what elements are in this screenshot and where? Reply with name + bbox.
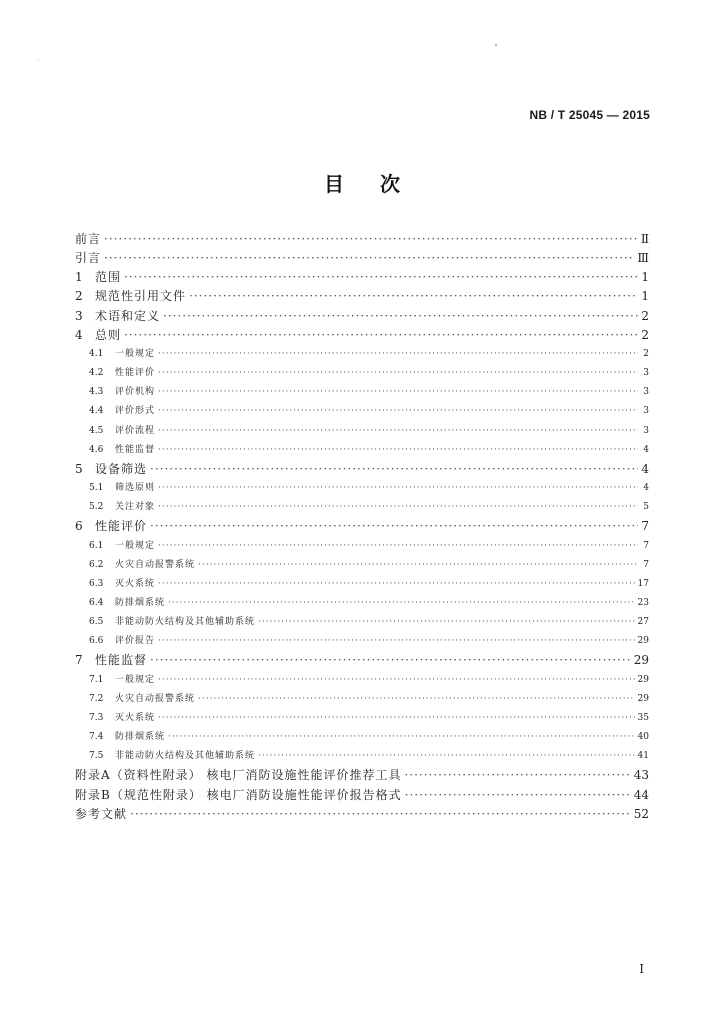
toc-entry-title: 范围	[95, 270, 122, 285]
toc-entry-number: 4.1	[89, 348, 104, 359]
toc-dot-leader	[168, 728, 635, 747]
toc-entry[interactable]	[75, 268, 649, 287]
toc-entry-page: Ⅱ	[640, 232, 649, 246]
toc-entry-title: 评价机构	[115, 387, 156, 398]
toc-entry[interactable]	[75, 632, 649, 651]
toc-entry[interactable]	[75, 479, 649, 498]
toc-dot-leader	[130, 805, 631, 824]
toc-entry-number: 4.6	[89, 444, 104, 455]
toc-entry-page: 3	[643, 406, 649, 417]
toc-entry-number: 1	[75, 270, 83, 285]
toc-entry[interactable]	[75, 441, 649, 460]
toc-entry[interactable]	[75, 537, 649, 556]
toc-entry[interactable]	[75, 517, 649, 536]
toc-dot-leader	[258, 747, 635, 766]
toc-dot-leader	[158, 364, 638, 383]
toc-entry[interactable]	[75, 594, 649, 613]
toc-entry[interactable]	[75, 287, 649, 306]
toc-entry-number: 7.2	[89, 693, 104, 704]
toc-entry-title: 非能动防火结构及其他辅助系统	[115, 751, 256, 762]
toc-entry-page: 1	[641, 289, 649, 304]
toc-entry[interactable]	[75, 786, 649, 805]
toc-entry-page: 17	[637, 578, 649, 589]
toc-entry-page: Ⅲ	[637, 251, 649, 266]
toc-entry-page: 29	[637, 693, 649, 704]
toc-entry-number: 6.3	[89, 578, 104, 589]
toc-entry-title: 性能监督	[95, 653, 148, 668]
toc-dot-leader	[198, 556, 638, 575]
toc-dot-leader	[150, 460, 638, 479]
toc-entry-title: 火灾自动报警系统	[115, 559, 196, 570]
toc-entry-page: 2	[641, 327, 649, 342]
toc-dot-leader	[158, 383, 638, 402]
toc-entry[interactable]	[75, 747, 649, 766]
page-number: I	[639, 962, 644, 976]
toc-entry-title: 筛选原则	[115, 483, 156, 494]
toc-dot-leader	[405, 786, 631, 805]
toc-entry[interactable]	[75, 690, 649, 709]
toc-entry-number: 6	[75, 519, 83, 534]
toc-entry-number: 4.5	[89, 425, 104, 436]
toc-entry-page: 43	[633, 768, 649, 783]
toc-entry-number: 5.1	[89, 483, 104, 494]
toc-entry-page: 35	[637, 712, 649, 723]
toc-dot-leader	[158, 709, 635, 728]
toc-entry-title: 总则	[95, 327, 122, 342]
toc-dot-leader	[124, 326, 638, 345]
toc-entry[interactable]	[75, 402, 649, 421]
toc-entry[interactable]	[75, 613, 649, 632]
toc-entry-page: 4	[641, 461, 649, 476]
toc-entry-title: 附录A（资料性附录） 核电厂消防设施性能评价推荐工具	[75, 768, 402, 783]
toc-dot-leader	[198, 690, 635, 709]
toc-entry-number: 7	[75, 653, 83, 668]
toc-entry[interactable]	[75, 556, 649, 575]
toc-entry-page: 29	[637, 636, 649, 647]
toc-entry-number: 4.3	[89, 387, 104, 398]
toc-dot-leader	[158, 632, 635, 651]
toc-entry-page: 3	[643, 387, 649, 398]
toc-entry[interactable]	[75, 575, 649, 594]
toc-entry-page: 41	[637, 751, 649, 762]
toc-entry[interactable]	[75, 498, 649, 517]
standard-code: NB / T 25045 — 2015	[529, 108, 650, 122]
toc-entry-title: 评价形式	[115, 406, 156, 417]
toc-entry[interactable]	[75, 383, 649, 402]
toc-entry-title: 灭火系统	[115, 712, 156, 723]
toc-entry-page: 27	[637, 617, 649, 628]
scan-speck	[38, 60, 39, 61]
toc-entry-number: 4.4	[89, 406, 104, 417]
toc-entry-page: 2	[643, 348, 649, 359]
toc-entry-page: 2	[641, 308, 649, 323]
toc-entry-title: 评价报告	[115, 636, 156, 647]
toc-entry-page: 4	[643, 444, 649, 455]
toc-entry-page: 7	[643, 540, 649, 551]
toc-entry-number: 6.2	[89, 559, 104, 570]
toc-entry-number: 6.5	[89, 617, 104, 628]
toc-entry-number: 6.4	[89, 597, 104, 608]
toc-entry[interactable]	[75, 345, 649, 364]
toc-entry-number: 4	[75, 327, 83, 342]
toc-entry-number: 2	[75, 289, 83, 304]
toc-entry-title: 一般规定	[115, 674, 156, 685]
toc-entry-title: 灭火系统	[115, 578, 156, 589]
toc-entry-page: 7	[641, 519, 649, 534]
scan-speck	[495, 44, 497, 46]
toc-entry-page: 29	[633, 653, 649, 668]
toc-entry[interactable]	[75, 249, 649, 268]
toc-entry-title: 引言	[75, 251, 102, 266]
toc-entry[interactable]	[75, 728, 649, 747]
toc-entry-title: 设备筛选	[95, 461, 148, 476]
toc-dot-leader	[404, 766, 630, 785]
toc-entry[interactable]	[75, 460, 649, 479]
toc-entry-page: 52	[633, 806, 649, 821]
toc-entry-title: 规范性引用文件	[95, 289, 187, 304]
toc-entry[interactable]	[75, 805, 649, 824]
toc-dot-leader	[158, 345, 638, 364]
toc-entry-title: 一般规定	[115, 540, 156, 551]
table-of-contents	[75, 230, 649, 824]
toc-entry[interactable]	[75, 766, 649, 785]
toc-entry-title: 非能动防火结构及其他辅助系统	[115, 617, 256, 628]
toc-entry-title: 附录B（规范性附录） 核电厂消防设施性能评价报告格式	[75, 787, 402, 802]
toc-entry[interactable]	[75, 651, 649, 670]
toc-entry[interactable]	[75, 307, 649, 326]
toc-dot-leader	[158, 537, 638, 556]
toc-entry[interactable]	[75, 709, 649, 728]
toc-dot-leader	[158, 498, 638, 517]
toc-dot-leader	[150, 651, 631, 670]
page-title: 目次	[324, 172, 436, 196]
toc-entry-page: 29	[637, 674, 649, 685]
toc-dot-leader	[158, 422, 638, 441]
toc-entry-page: 1	[641, 270, 649, 285]
toc-entry[interactable]	[75, 671, 649, 690]
toc-entry-title: 防排烟系统	[115, 732, 166, 743]
toc-entry-page: 23	[637, 597, 649, 608]
toc-entry-page: 3	[643, 368, 649, 379]
toc-entry-page: 44	[633, 787, 649, 802]
toc-entry[interactable]	[75, 230, 649, 249]
toc-entry-page: 40	[637, 732, 649, 743]
toc-dot-leader	[104, 230, 638, 249]
toc-dot-leader	[150, 517, 638, 536]
toc-dot-leader	[163, 307, 638, 326]
toc-dot-leader	[258, 613, 635, 632]
toc-entry[interactable]	[75, 364, 649, 383]
toc-dot-leader	[168, 594, 635, 613]
toc-entry[interactable]	[75, 326, 649, 345]
toc-dot-leader	[158, 441, 638, 460]
toc-entry-number: 5.2	[89, 502, 104, 513]
toc-entry-title: 评价流程	[115, 425, 156, 436]
toc-dot-leader	[158, 671, 635, 690]
toc-entry-title: 性能监督	[115, 444, 156, 455]
toc-entry-number: 7.3	[89, 712, 104, 723]
toc-entry-number: 4.2	[89, 368, 104, 379]
toc-entry-number: 6.6	[89, 636, 104, 647]
toc-entry-title: 参考文献	[75, 806, 128, 821]
toc-entry-page: 3	[643, 425, 649, 436]
toc-entry-title: 性能评价	[95, 519, 148, 534]
toc-entry-title: 术语和定义	[95, 308, 161, 323]
toc-entry-number: 7.4	[89, 732, 104, 743]
toc-dot-leader	[158, 402, 638, 421]
toc-entry-number: 6.1	[89, 540, 104, 551]
toc-dot-leader	[158, 575, 635, 594]
toc-entry-page: 7	[643, 559, 649, 570]
toc-dot-leader	[189, 287, 638, 306]
toc-entry-number: 7.1	[89, 674, 104, 685]
toc-entry-title: 关注对象	[115, 502, 156, 513]
toc-entry-number: 5	[75, 461, 83, 476]
toc-entry-title: 火灾自动报警系统	[115, 693, 196, 704]
toc-dot-leader	[158, 479, 638, 498]
toc-entry-title: 一般规定	[115, 348, 156, 359]
toc-dot-leader	[124, 268, 638, 287]
toc-entry-number: 3	[75, 308, 83, 323]
toc-entry-title: 性能评价	[115, 368, 156, 379]
toc-entry-number: 7.5	[89, 751, 104, 762]
toc-entry-page: 5	[643, 502, 649, 513]
toc-dot-leader	[104, 249, 634, 268]
toc-entry[interactable]	[75, 422, 649, 441]
toc-entry-title: 防排烟系统	[115, 597, 166, 608]
toc-entry-title: 前言	[75, 232, 102, 246]
toc-entry-page: 4	[643, 483, 649, 494]
